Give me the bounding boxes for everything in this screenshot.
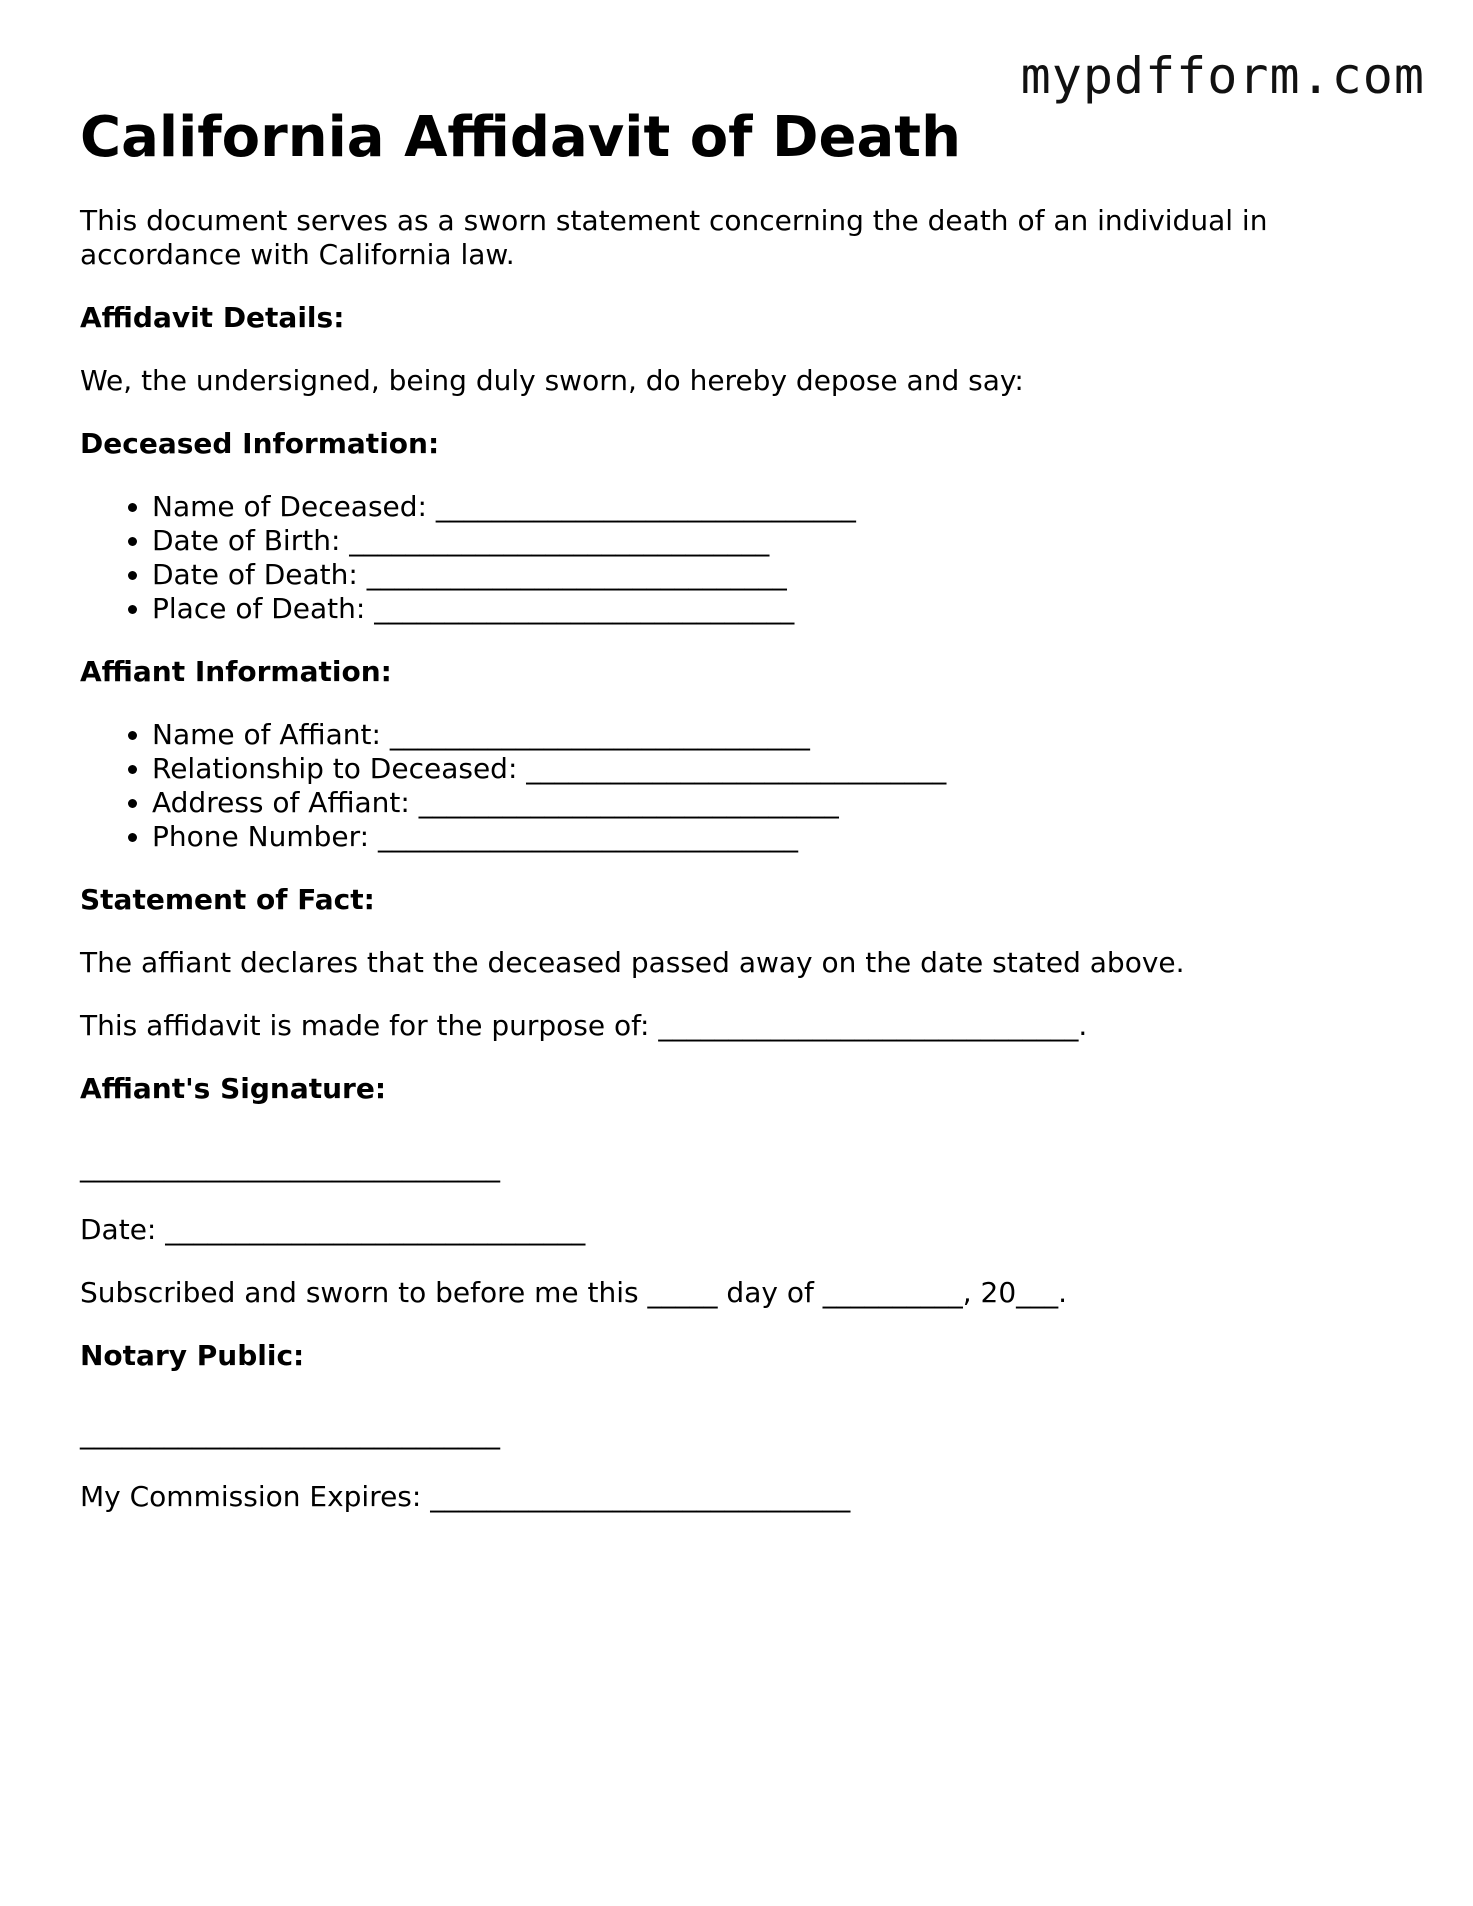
name-of-affiant-field[interactable]: • Name of Affiant: ______________________________ (152, 718, 1400, 752)
watermark-text: mypdfform.com (1020, 47, 1425, 105)
signature-date-field[interactable]: Date: ______________________________ (80, 1213, 586, 1246)
affiant-information-heading: Affiant Information: (80, 655, 392, 688)
notary-public-heading: Notary Public: (80, 1339, 305, 1372)
sworn-statement-line[interactable]: Subscribed and sworn to before me this _____ day of __________, 20___. (80, 1276, 1068, 1309)
address-of-affiant-field[interactable]: • Address of Affiant: ______________________________ (152, 786, 1400, 820)
affidavit-document (80, 100, 1400, 1514)
purpose-field[interactable]: This affidavit is made for the purpose of: ______________________________. (80, 1009, 1088, 1042)
affiant-signature-heading: Affiant's Signature: (80, 1072, 387, 1105)
commission-expires-field[interactable]: My Commission Expires: ______________________________ (80, 1480, 851, 1513)
phone-number-field[interactable]: • Phone Number: ______________________________ (152, 820, 1400, 854)
page-title: California Affidavit of Death (80, 105, 961, 170)
deceased-information-heading: Deceased Information: (80, 427, 440, 460)
statement-declaration: The affiant declares that the deceased passed away on the date stated above. (80, 946, 1185, 979)
affidavit-details-heading: Affidavit Details: (80, 301, 345, 334)
affidavit-details-text: We, the undersigned, being duly sworn, do hereby depose and say: (80, 364, 1024, 397)
statement-of-fact-heading: Statement of Fact: (80, 883, 375, 916)
date-of-death-field[interactable]: • Date of Death: ______________________________ (152, 558, 1400, 592)
notary-signature-line[interactable]: ______________________________ (80, 1417, 500, 1450)
name-of-deceased-field[interactable]: • Name of Deceased: ______________________________ (152, 490, 1400, 524)
affiant-signature-line[interactable]: ______________________________ (80, 1150, 500, 1183)
date-of-birth-field[interactable]: • Date of Birth: ______________________________ (152, 524, 1400, 558)
relationship-field[interactable]: • Relationship to Deceased: ______________________________ (152, 752, 1400, 786)
intro-paragraph: This document serves as a sworn statement concerning the death of an individual in accordance with California law. (80, 204, 1268, 271)
affiant-information-list (80, 718, 1400, 854)
place-of-death-field[interactable]: • Place of Death: ______________________________ (152, 592, 1400, 626)
deceased-information-list (80, 490, 1400, 626)
